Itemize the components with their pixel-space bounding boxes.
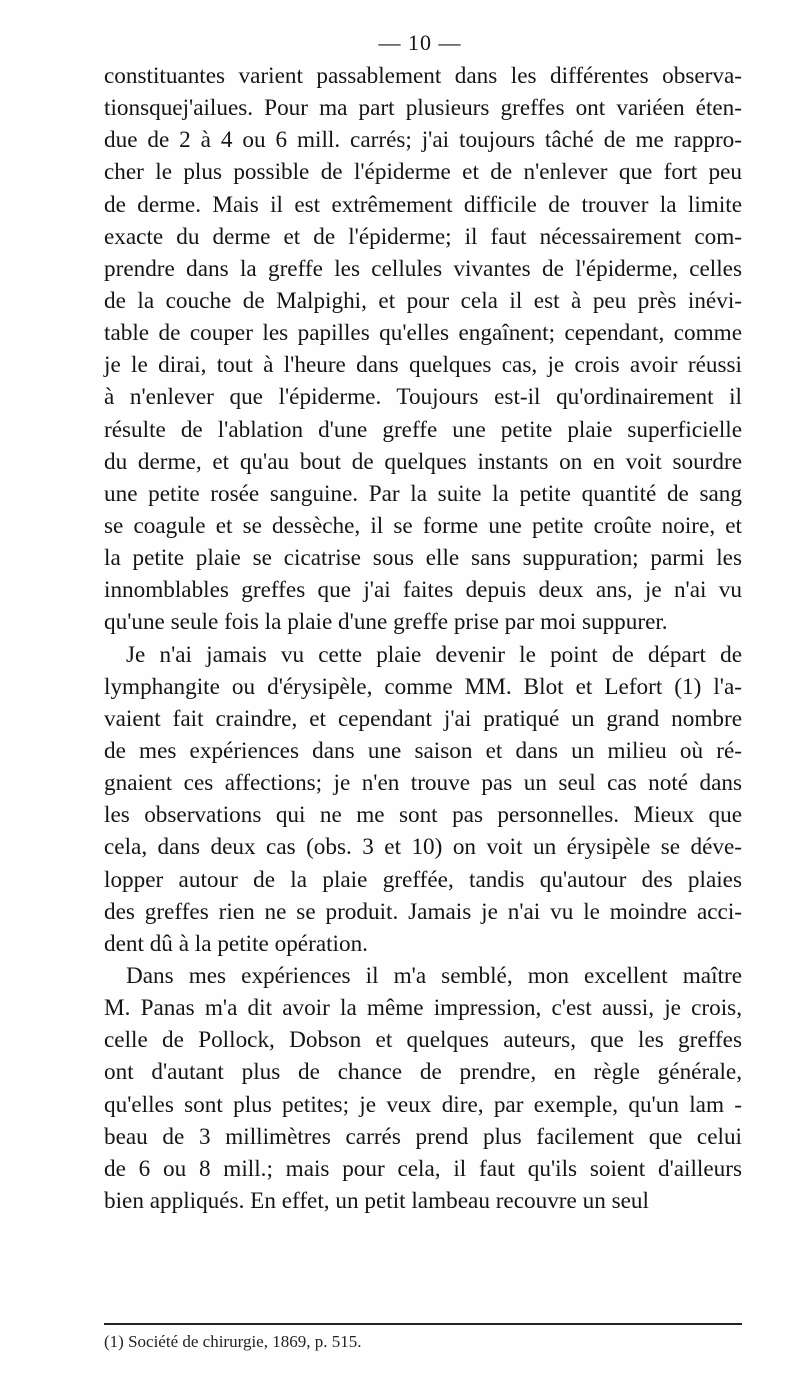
text-line: celle de Pollock, Dobson et quelques auteurs, que les greffes — [104, 1027, 742, 1054]
text-line: beau de 3 millimètres carrés prend plus facilement que celui — [104, 1123, 742, 1150]
text-line: prendre dans la greffe les cellules vivantes de l'épiderme, celles — [104, 255, 742, 282]
text-line: exacte du derme et de l'épiderme; il faut nécessairement com- — [104, 223, 742, 250]
text-line: vaient fait craindre, et cependant j'ai pratiqué un grand nombre — [104, 705, 742, 732]
text-line: tionsquej'ailues. Pour ma part plusieurs greffes ont variéen éten- — [104, 95, 742, 122]
text-line: une petite rosée sanguine. Par la suite la petite quantité de sang — [104, 480, 742, 507]
body-text — [104, 60, 742, 1217]
text-line: M. Panas m'a dit avoir la même impression, c'est aussi, je crois, — [104, 995, 742, 1022]
text-line: bien appliqués. En effet, un petit lambeau recouvre un seul — [104, 1187, 649, 1214]
text-line: cher le plus possible de l'épiderme et de n'enlever que fort peu — [104, 159, 742, 186]
text-line: ont d'autant plus de chance de prendre, en règle générale, — [104, 1059, 742, 1086]
footnote-divider — [104, 1323, 742, 1325]
text-line: résulte de l'ablation d'une greffe une petite plaie superficielle — [104, 416, 742, 443]
text-line: la petite plaie se cicatrise sous elle sans suppuration; parmi les — [104, 545, 742, 572]
text-line: constituantes varient passablement dans les différentes observa- — [104, 63, 742, 89]
text-line: les observations qui ne me sont pas personnelles. Mieux que — [104, 802, 742, 829]
text-line: gnaient ces affections; je n'en trouve pas un seul cas noté dans — [104, 770, 742, 797]
text-line: des greffes rien ne se produit. Jamais je n'ai vu le moindre acci- — [104, 898, 742, 925]
text-line: Je n'ai jamais vu cette plaie devenir le point de départ de — [126, 641, 742, 668]
text-line: qu'elles sont plus petites; je veux dire, par exemple, qu'un lam - — [104, 1091, 742, 1118]
text-line: de derme. Mais il est extrêmement difficile de trouver la limite — [104, 191, 742, 218]
footnote: (1) Société de chirurgie, 1869, p. 515. — [104, 1332, 362, 1351]
text-line: lopper autour de la plaie greffée, tandis qu'autour des plaies — [104, 866, 742, 893]
text-line: à n'enlever que l'épiderme. Toujours est-il qu'ordinairement il — [104, 384, 742, 411]
text-line: de la couche de Malpighi, et pour cela il est à peu près inévi- — [104, 287, 742, 314]
text-line: table de couper les papilles qu'elles engaînent; cependant, comme — [104, 320, 742, 347]
text-line: du derme, et qu'au bout de quelques instants on en voit sourdre — [104, 448, 742, 475]
text-line: dent dû à la petite opération. — [104, 930, 368, 957]
text-line: de 6 ou 8 mill.; mais pour cela, il faut qu'ils soient d'ailleurs — [104, 1155, 742, 1182]
text-line: due de 2 à 4 ou 6 mill. carrés; j'ai toujours tâché de me rappro- — [104, 127, 742, 154]
text-line: de mes expériences dans une saison et dans un milieu où ré- — [104, 737, 742, 764]
text-line: cela, dans deux cas (obs. 3 et 10) on voit un érysipèle se déve- — [104, 834, 742, 861]
text-line: innomblables greffes que j'ai faites depuis deux ans, je n'ai vu — [104, 577, 742, 604]
text-line: qu'une seule fois la plaie d'une greffe prise par moi suppurer. — [104, 609, 668, 636]
page-number: — 10 — — [378, 30, 462, 55]
text-line: je le dirai, tout à l'heure dans quelques cas, je crois avoir réussi — [104, 352, 742, 379]
text-line: se coagule et se dessèche, il se forme une petite croûte noire, et — [104, 512, 742, 539]
text-line: lymphangite ou d'érysipèle, comme MM. Blot et Lefort (1) l'a- — [104, 673, 742, 700]
text-line: Dans mes expériences il m'a semblé, mon excellent maître — [126, 962, 742, 989]
